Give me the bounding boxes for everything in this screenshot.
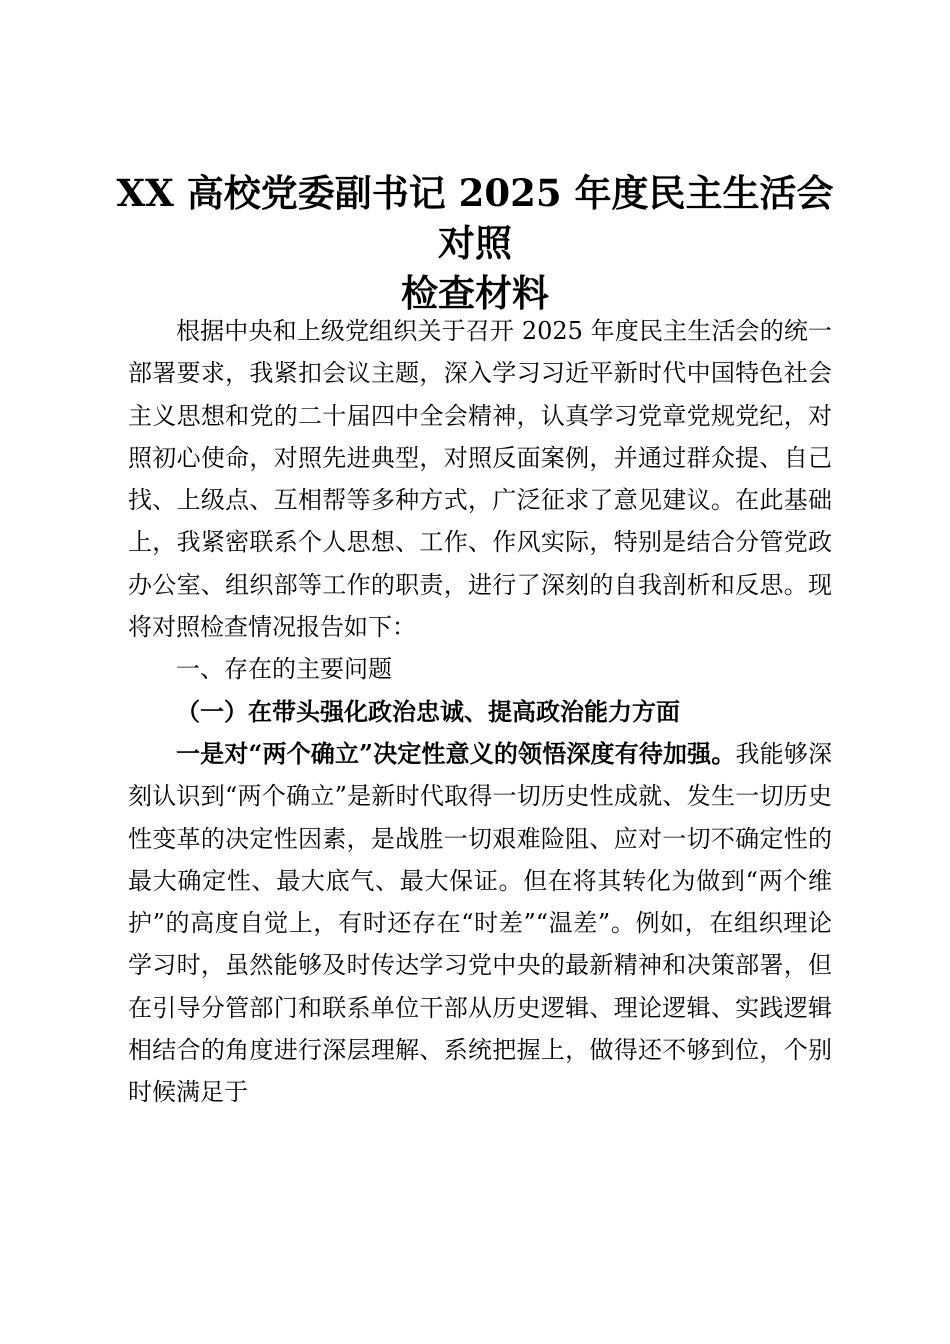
- document-title: [100, 168, 850, 318]
- point-lead: 一是对“两个确立”决定性意义的领悟深度有待加强。: [176, 738, 736, 768]
- intro-paragraph: 根据中央和上级党组织关于召开 2025 年度民主生活会的统一部署要求，我紧扣会议主题，深入学习习近平新时代中国特色社会主义思想和党的二十届四中全会精神，认真学习党章党规党纪，对照初心使命，对照先进典型，对照反面案例，并通过群众提、自己找、上级点、互相帮等多种方式，广泛征求了意见建议。在此基础上，我紧密联系个人思想、工作、作风实际，特别是结合分管党政办公室、组织部等工作的职责，进行了深刻的自我剖析和反思。现将对照检查情况报告如下：: [128, 317, 832, 642]
- point-body: 我能够深刻认识到“两个确立”是新时代取得一切历史性成就、发生一切历史性变革的决定性因素，是战胜一切艰难险阻、应对一切不确定性的最大确定性、最大底气、最大保证。但在将其转化为做到“两个维护”的高度自觉上，有时还存在“时差”“温差”。例如，在组织理论学习时，虽然能够及时传达学习党中央的最新精神和决策部署，但在引导分管部门和联系单位干部从历史逻辑、理论逻辑、实践逻辑相结合的角度进行深层理解、系统把握上，做得还不够到位，个别时候满足于: [128, 739, 833, 1107]
- title-line-2: 检查材料: [401, 271, 549, 315]
- section-heading: 一、存在的主要问题: [176, 655, 392, 684]
- point-paragraph: [128, 733, 832, 1114]
- subsection-heading: （一）在带头强化政治忠诚、提高政治能力方面: [176, 696, 680, 726]
- document-body: [128, 310, 832, 1114]
- title-line-1: XX 高校党委副书记 2025 年度民主生活会对照: [116, 171, 834, 265]
